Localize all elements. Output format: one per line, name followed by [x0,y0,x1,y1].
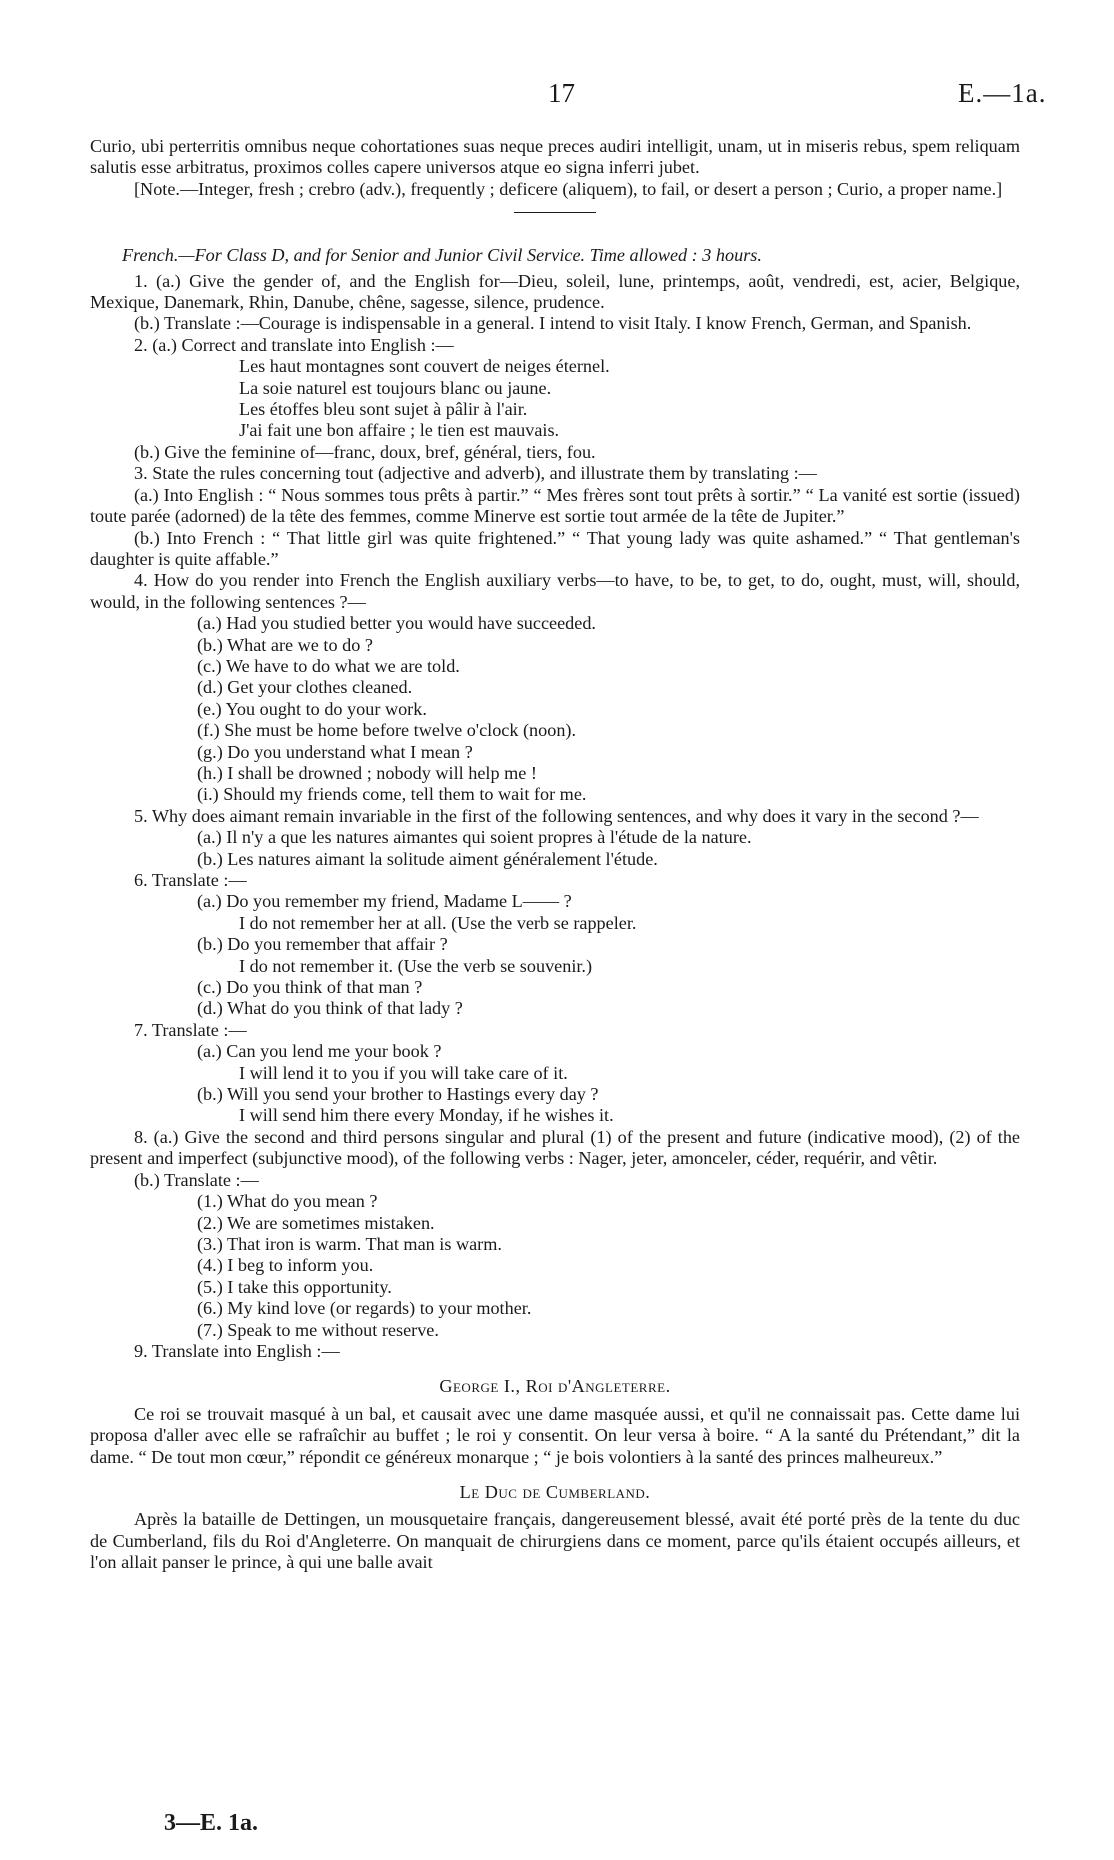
latin-passage: Curio, ubi perterritis omnibus neque cohortationes suas neque preces audiri intelligit, unam, ut in miseris rebus, spem reliquam salutis esse arbitratus, proximos colles capere universos atque eo signa inferri jubet. [90,136,1020,178]
section-divider [514,212,596,213]
question-8b: (b.) Translate :— [134,1169,259,1190]
question-7: 7. Translate :— [134,1019,247,1040]
q6-item: (b.) Do you remember that affair ? [197,934,448,955]
french-section-title: French.—For Class D, and for Senior and Junior Civil Service. Time allowed : 3 hours. [122,245,762,266]
q7-answer: I will send him there every Monday, if he wishes it. [239,1105,614,1126]
q2a-line: Les haut montagnes sont couvert de neiges éternel. [239,356,610,377]
passage-1-title: George I., Roi d'Angleterre. [439,1376,671,1397]
q4-item: (b.) What are we to do ? [197,634,373,655]
question-2b: (b.) Give the feminine of—franc, doux, bref, général, tiers, fou. [134,441,596,462]
q4-item: (h.) I shall be drowned ; nobody will help me ! [197,762,537,783]
q2a-line: J'ai fait une bon affaire ; le tien est mauvais. [239,420,560,441]
q8b-item: (1.) What do you mean ? [197,1191,378,1212]
question-3: 3. State the rules concerning tout (adjective and adverb), and illustrate them by translating :— [134,463,817,484]
question-6: 6. Translate :— [134,870,247,890]
q8b-item: (4.) I beg to inform you. [197,1255,374,1276]
document-reference: E.—1a. [958,78,1047,108]
q2a-line: La soie naturel est toujours blanc ou jaune. [239,377,552,398]
q6-item: (c.) Do you think of that man ? [197,977,423,998]
q2a-line: Les étoffes bleu sont sujet à pâlir à l'air. [239,399,528,420]
q5-item: (b.) Les natures aimant la solitude aiment généralement l'étude. [197,848,658,869]
question-5: 5. Why does aimant remain invariable in the first of the following sentences, and why does it vary in the second ?— [134,805,979,826]
latin-note: [Note.—Integer, fresh ; crebro (adv.), frequently ; deficere (aliquem), to fail, or desert a person ; Curio, a proper name.] [134,178,1003,199]
passage-2-text: Après la bataille de Dettingen, un mousquetaire français, dangereusement blessé, avait été porté près de la tente du duc de Cumberland, fils du Roi d'Angleterre. On manquait de chirurgiens dans ce moment, parce qu'ils étaient occupés ailleurs, et l'on allait panser le prince, à qui une balle avait [90,1509,1020,1573]
document-body [90,136,1020,1574]
passage-2-title: Le Duc de Cumberland. [459,1481,651,1502]
q6-answer: I do not remember it. (Use the verb se souvenir.) [239,955,593,976]
q4-item: (e.) You ought to do your work. [197,698,427,719]
q8b-item: (2.) We are sometimes mistaken. [197,1212,435,1233]
question-3b: (b.) Into French : “ That little girl was quite frightened.” “ That young lady was quite ashamed.” “ That gentleman's daughter is quite affable.” [90,527,1020,569]
q5-item: (a.) Il n'y a que les natures aimantes qui soient propres à l'étude de la nature. [197,827,752,848]
question-8a: 8. (a.) Give the second and third persons singular and plural (1) of the present and future (indicative mood), (2) of the present and imperfect (subjunctive mood), of the following verbs : Nager, jeter, amonceler, céder, requérir, and vêtir. [90,1126,1020,1169]
question-1b: (b.) Translate :—Courage is indispensable in a general. I intend to visit Italy. I know French, German, and Spanish. [134,313,972,334]
q8b-item: (6.) My kind love (or regards) to your mother. [197,1298,532,1319]
q6-item: (d.) What do you think of that lady ? [197,998,463,1019]
q4-item: (d.) Get your clothes cleaned. [197,677,413,698]
page-number: 17 [548,78,575,108]
q6-answer: I do not remember her at all. (Use the verb se rappeler. [239,912,637,933]
footer-signature: 3—E. 1a. [164,1810,259,1836]
q7-answer: I will lend it to you if you will take care of it. [239,1062,568,1083]
q8b-item: (5.) I take this opportunity. [197,1276,392,1297]
question-1a: 1. (a.) Give the gender of, and the English for—Dieu, soleil, lune, printemps, août, vendredi, est, acier, Belgique, Mexique, Danemark, Rhin, Danube, chêne, sagesse, silence, prudence. [90,270,1020,313]
q8b-item: (3.) That iron is warm. That man is warm. [197,1233,502,1254]
passage-1-text: Ce roi se trouvait masqué à un bal, et causait avec une dame masquée aussi, et qu'il ne connaissait pas. Cette dame lui proposa d'aller avec elle se rafraîchir au buffet ; le roi y consentit. On leur versa à boire. “ A la santé du Prétendant,” dit la dame. “ De tout mon cœur,” répondit ce généreux monarque ; “ je bois volontiers à la santé des princes malheureux.” [90,1403,1020,1467]
q8b-item: (7.) Speak to me without reserve. [197,1319,439,1340]
question-9: 9. Translate into English :— [134,1340,340,1361]
q7-item: (b.) Will you send your brother to Hastings every day ? [197,1084,599,1105]
q4-item: (a.) Had you studied better you would have succeeded. [197,613,596,634]
q4-item: (f.) She must be home before twelve o'clock (noon). [197,720,577,741]
question-2a: 2. (a.) Correct and translate into English :— [134,334,454,355]
q4-item: (c.) We have to do what we are told. [197,655,460,676]
question-4: 4. How do you render into French the English auxiliary verbs—to have, to be, to get, to do, ought, must, will, should, would, in the following sentences ?— [90,570,1020,612]
q4-item: (i.) Should my friends come, tell them to wait for me. [197,784,587,805]
question-3a: (a.) Into English : “ Nous sommes tous prêts à partir.” “ Mes frères sont tout prêts à sortir.” “ La vanité est sortie (issued) toute parée (adorned) de la tête des femmes, comme Minerve est sortie tout armée de la tête de Jupiter.” [90,484,1020,527]
q7-item: (a.) Can you lend me your book ? [197,1041,442,1062]
q6-item: (a.) Do you remember my friend, Madame L—— ? [197,891,572,912]
q4-item: (g.) Do you understand what I mean ? [197,741,473,762]
